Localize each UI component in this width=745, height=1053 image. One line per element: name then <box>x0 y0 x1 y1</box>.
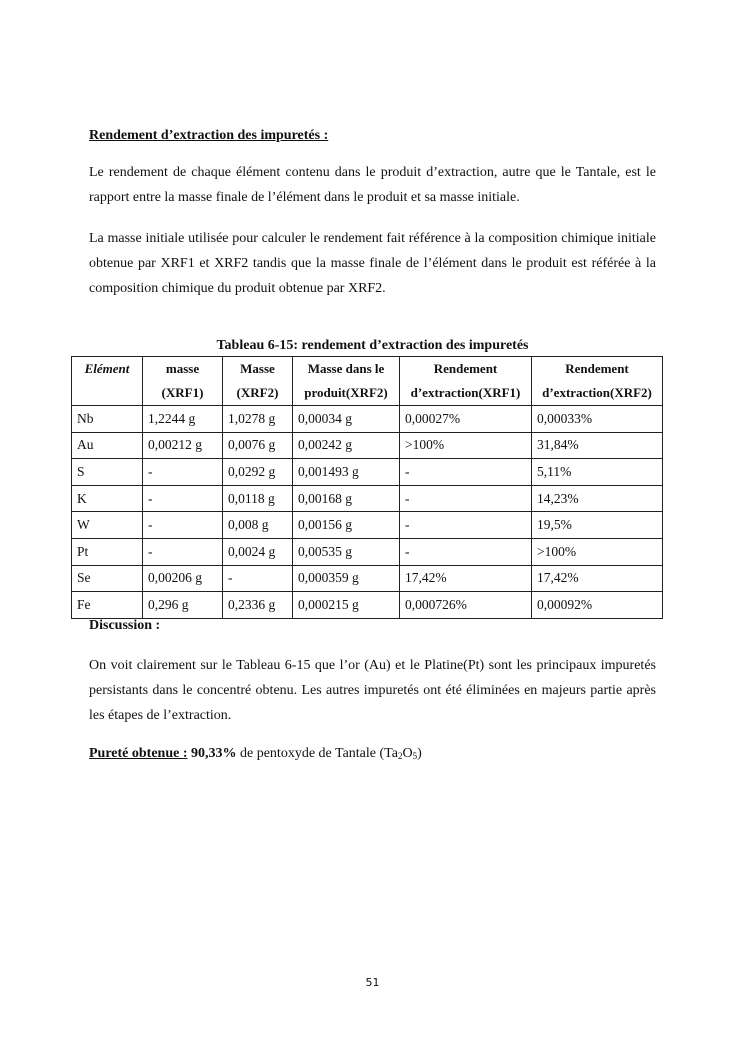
table-cell: 0,00206 g <box>143 565 223 592</box>
table-cell: - <box>143 538 223 565</box>
table-cell: 14,23% <box>532 485 663 512</box>
table-cell: 0,008 g <box>223 512 293 539</box>
table-cell: - <box>400 538 532 565</box>
table-cell: 0,00168 g <box>293 485 400 512</box>
table-cell: - <box>400 512 532 539</box>
table-row <box>72 432 663 459</box>
header-element: Elément <box>72 357 143 406</box>
section-heading: Rendement d’extraction des impuretés : <box>89 128 329 143</box>
table-cell: 0,00156 g <box>293 512 400 539</box>
table-row <box>72 459 663 486</box>
purity-label: Pureté obtenue : <box>89 746 188 761</box>
table-row <box>72 406 663 433</box>
table-cell: 0,001493 g <box>293 459 400 486</box>
table-cell: 31,84% <box>532 432 663 459</box>
table-header-row <box>72 357 663 406</box>
table-cell: 0,00212 g <box>143 432 223 459</box>
table-cell: 0,0118 g <box>223 485 293 512</box>
purity-text: de pentoxyde de Tantale (Ta <box>236 746 398 761</box>
purity-sub-5: 5 <box>412 751 418 761</box>
table-cell: - <box>143 459 223 486</box>
table-cell: 0,00027% <box>400 406 532 433</box>
table-cell: - <box>400 485 532 512</box>
page-number: 51 <box>365 976 380 989</box>
table-cell: 0,00034 g <box>293 406 400 433</box>
table-cell: 0,0024 g <box>223 538 293 565</box>
table-cell: 0,000359 g <box>293 565 400 592</box>
table-row <box>72 592 663 619</box>
table-cell: 5,11% <box>532 459 663 486</box>
table-cell: Fe <box>72 592 143 619</box>
table-row <box>72 485 663 512</box>
table-cell: 0,000726% <box>400 592 532 619</box>
purity-sub-2: 2 <box>397 751 403 761</box>
table-cell: 19,5% <box>532 512 663 539</box>
table-caption: Tableau 6-15: rendement d’extraction des impuretés <box>216 338 529 353</box>
header-rendement-xrf2: Rendement d’extraction(XRF2) <box>532 357 663 406</box>
table-cell: 0,0292 g <box>223 459 293 486</box>
table-row <box>72 565 663 592</box>
table-cell: K <box>72 485 143 512</box>
table-cell: 0,00535 g <box>293 538 400 565</box>
table-row <box>72 538 663 565</box>
table-row <box>72 512 663 539</box>
table-cell: 0,00033% <box>532 406 663 433</box>
header-masse-xrf2: Masse (XRF2) <box>223 357 293 406</box>
table-cell: 0,2336 g <box>223 592 293 619</box>
table-cell: W <box>72 512 143 539</box>
table-cell: Se <box>72 565 143 592</box>
header-masse-xrf1: masse (XRF1) <box>143 357 223 406</box>
purity-mid: O <box>402 746 413 761</box>
table-cell: - <box>143 485 223 512</box>
table-cell: - <box>143 512 223 539</box>
impurities-table <box>71 356 663 619</box>
table-cell: - <box>400 459 532 486</box>
paragraph-definition: Le rendement de chaque élément contenu dans le produit d’extraction, autre que le Tantale, est le rapport entre la masse finale de l’élément dans le produit et sa masse initiale. <box>89 165 656 205</box>
table-cell: - <box>223 565 293 592</box>
table-cell: >100% <box>532 538 663 565</box>
table-cell: 1,0278 g <box>223 406 293 433</box>
table-cell: Nb <box>72 406 143 433</box>
table-cell: 0,0076 g <box>223 432 293 459</box>
purity-line <box>89 746 422 762</box>
purity-end: ) <box>417 746 422 761</box>
table-cell: 17,42% <box>400 565 532 592</box>
paragraph-method: La masse initiale utilisée pour calculer le rendement fait référence à la composition chimique initiale obtenue par XRF1 et XRF2 tandis que la masse finale de l’élément dans le produit est référée à la composition chimique du produit obtenue par XRF2. <box>89 231 656 296</box>
header-masse-produit: Masse dans le produit(XRF2) <box>293 357 400 406</box>
table-cell: S <box>72 459 143 486</box>
table-cell: 0,000215 g <box>293 592 400 619</box>
table-cell: Pt <box>72 538 143 565</box>
header-rendement-xrf1: Rendement d’extraction(XRF1) <box>400 357 532 406</box>
table-cell: 0,296 g <box>143 592 223 619</box>
purity-value: 90,33% <box>191 746 237 761</box>
table-cell: 17,42% <box>532 565 663 592</box>
table-cell: 0,00092% <box>532 592 663 619</box>
paragraph-discussion: On voit clairement sur le Tableau 6-15 que l’or (Au) et le Platine(Pt) sont les principaux impuretés persistants dans le concentré obtenu. Les autres impuretés ont été éliminées en majeurs partie après les étapes de l’extraction. <box>89 658 656 723</box>
table-cell: >100% <box>400 432 532 459</box>
discussion-title: Discussion : <box>89 618 161 633</box>
table-cell: 0,00242 g <box>293 432 400 459</box>
table-cell: 1,2244 g <box>143 406 223 433</box>
table-cell: Au <box>72 432 143 459</box>
